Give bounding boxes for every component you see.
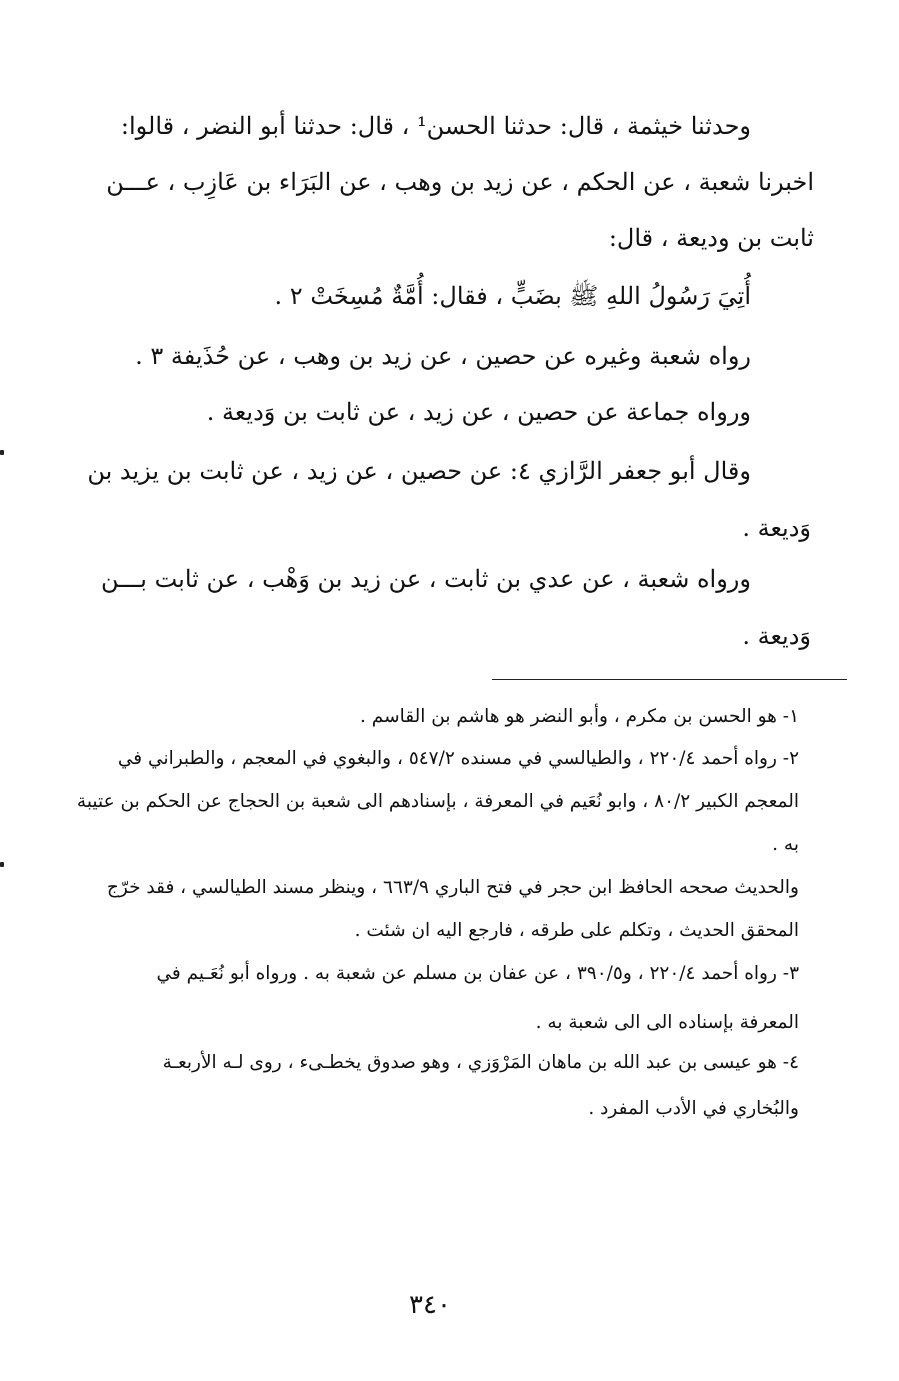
scan-mark — [0, 450, 4, 455]
main-text-line-5: رواه شعبة وغيره عن حصين ، عن زيد بن وهب ، عن حُذَيفة ٣ . — [135, 342, 751, 370]
footnote-3-line-2: المعرفة بإسناده الى الى شعبة به . — [535, 1012, 799, 1033]
page-number: ٣٤٠ — [409, 1290, 451, 1320]
main-text-line-9: ورواه شعبة ، عن عدي بن ثابت ، عن زيد بن وَهْب ، عن ثابت بـــن — [100, 565, 751, 593]
main-text-line-10: وَديعة . — [742, 622, 811, 650]
footnote-divider — [492, 679, 847, 680]
footnote-2-line-1: ٢- رواه أحمد ٢٢٠/٤ ، والطيالسي في مسنده ٥٤٧/٢ ، والبغوي في المعجم ، والطبراني في — [117, 748, 799, 769]
hadith-text-line: أُتِيَ رَسُولُ اللهِ ﷺ بضَبٍّ ، فقال: أُمَّةٌ مُسِخَتْ ٢ . — [274, 282, 751, 310]
footnote-3-line-1: ٣- رواه أحمد ٢٢٠/٤ ، و٣٩٠/٥ ، عن عفان بن مسلم عن شعبة به . ورواه أبو نُعَـيم في — [156, 963, 799, 984]
main-text-line-7: وقال أبو جعفر الرَّازي ٤: عن حصين ، عن زيد ، عن ثابت بن يزيد بن — [87, 457, 751, 485]
footnote-1: ١- هو الحسن بن مكرم ، وأبو النضر هو هاشم بن القاسم . — [360, 706, 799, 727]
footnote-4-line-1: ٤- هو عيسى بن عبد الله بن ماهان المَرْوَزي ، وهو صدوق يخطـىء ، روى لـه الأربعـة — [162, 1052, 799, 1073]
footnote-2-line-3: به . — [772, 834, 799, 855]
footnote-4-line-2: والبُخاري في الأدب المفرد . — [588, 1098, 799, 1119]
footnote-2-line-4: والحديث صححه الحافظ ابن حجر في فتح الباري ٦٦٣/٩ ، وينظر مسند الطيالسي ، فقد خرّج — [106, 877, 799, 898]
footnote-2-line-2: المعجم الكبير ٨٠/٢ ، وابو نُعَيم في المعرفة ، بإسنادهم الى شعبة بن الحجاج عن الحكم بن عتيبة — [76, 791, 799, 812]
scan-mark — [0, 862, 4, 867]
footnote-2-line-5: المحقق الحديث ، وتكلم على طرقه ، فارجع اليه ان شئت . — [354, 920, 799, 941]
main-text-line-1: وحدثنا خيثمة ، قال: حدثنا الحسن¹ ، قال: حدثنا أبو النضر ، قالوا: — [120, 112, 751, 140]
main-text-line-2: اخبرنا شعبة ، عن الحكم ، عن زيد بن وهب ، عن البَرَاء بن عَازِب ، عـــن — [106, 168, 814, 196]
main-text-line-3: ثابت بن وديعة ، قال: — [608, 224, 814, 252]
main-text-line-6: ورواه جماعة عن حصين ، عن زيد ، عن ثابت بن وَديعة . — [206, 398, 751, 426]
main-text-line-8: وَديعة . — [742, 514, 811, 542]
